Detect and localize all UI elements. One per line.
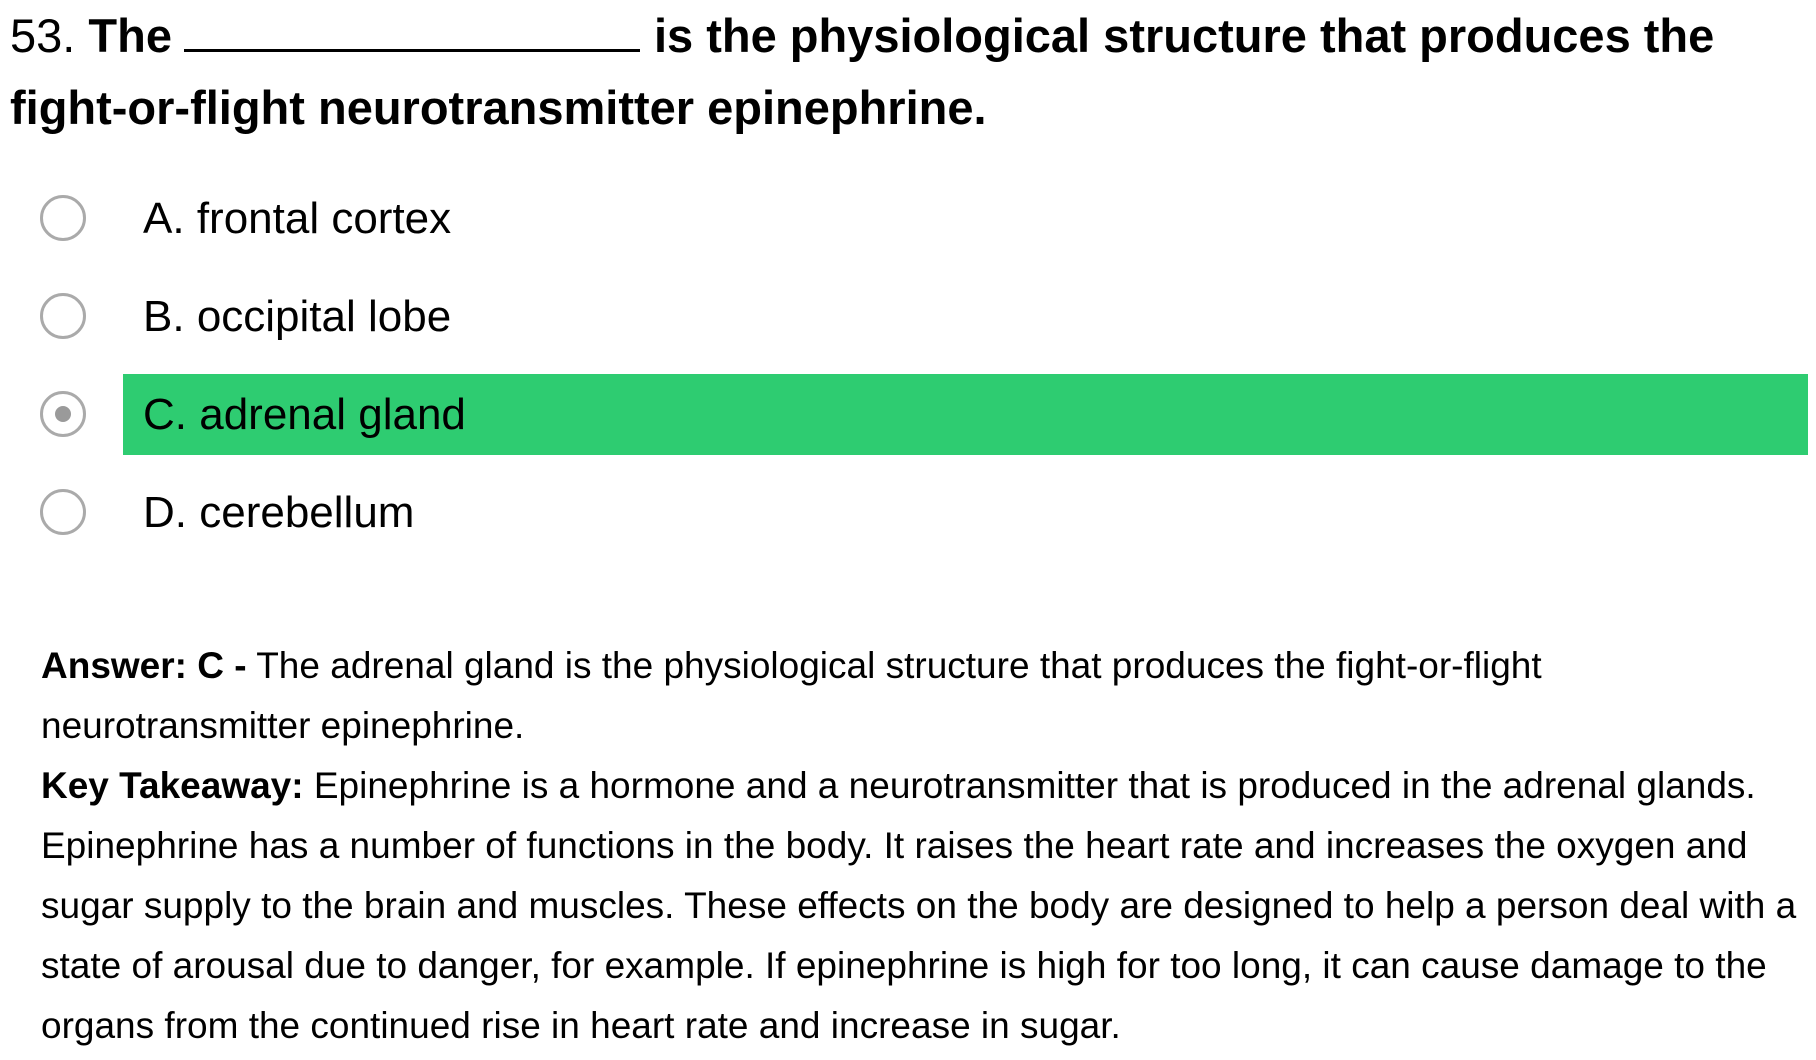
option-letter: A. — [143, 194, 185, 243]
question-suffix: is the physiological structure that produces the fight-or-flight neurotransmitter epinephrine. — [10, 9, 1715, 134]
question-number: 53. — [10, 9, 76, 62]
answer-explanation — [41, 636, 1801, 756]
radio-unchecked-icon[interactable] — [40, 293, 86, 339]
explanation — [41, 636, 1801, 1056]
option-text: occipital lobe — [196, 292, 452, 341]
option-d[interactable] — [0, 472, 1816, 553]
key-takeaway — [41, 756, 1801, 1056]
option-a-label[interactable] — [123, 178, 1808, 259]
option-letter: C. — [143, 390, 187, 439]
option-letter: B. — [143, 292, 185, 341]
radio-unchecked-icon[interactable] — [40, 489, 86, 535]
option-letter: D. — [143, 488, 187, 537]
answer-text: The adrenal gland is the physiological structure that produces the fight-or-flight neurotransmitter epinephrine. — [41, 645, 1542, 746]
question-prefix: The — [88, 9, 172, 62]
answer-label: Answer: C - — [41, 645, 247, 686]
option-c-label[interactable] — [123, 374, 1808, 455]
option-a[interactable] — [0, 178, 1816, 259]
option-c[interactable] — [0, 374, 1816, 455]
key-takeaway-text: Epinephrine is a hormone and a neurotransmitter that is produced in the adrenal glands. Epinephrine has a number of functions in the body. It raises the heart rate and increases the oxygen and sugar supply to the brain and muscles. These effects on the body are designed to help a person deal with a state of arousal due to danger, for example. If epinephrine is high for too long, it can cause damage to the organs from the continued rise in heart rate and increase in sugar. — [41, 765, 1797, 1046]
option-text: adrenal gland — [199, 390, 466, 439]
radio-unchecked-icon[interactable] — [40, 195, 86, 241]
radio-checked-icon[interactable] — [40, 391, 86, 437]
option-b-label[interactable] — [123, 276, 1808, 357]
option-text: cerebellum — [199, 488, 415, 537]
answer-options — [0, 178, 1816, 570]
option-text: frontal cortex — [196, 194, 452, 243]
question-text — [10, 0, 1800, 144]
answer-blank — [184, 9, 640, 52]
key-takeaway-label: Key Takeaway: — [41, 765, 304, 806]
option-d-label[interactable] — [123, 472, 1808, 553]
option-b[interactable] — [0, 276, 1816, 357]
